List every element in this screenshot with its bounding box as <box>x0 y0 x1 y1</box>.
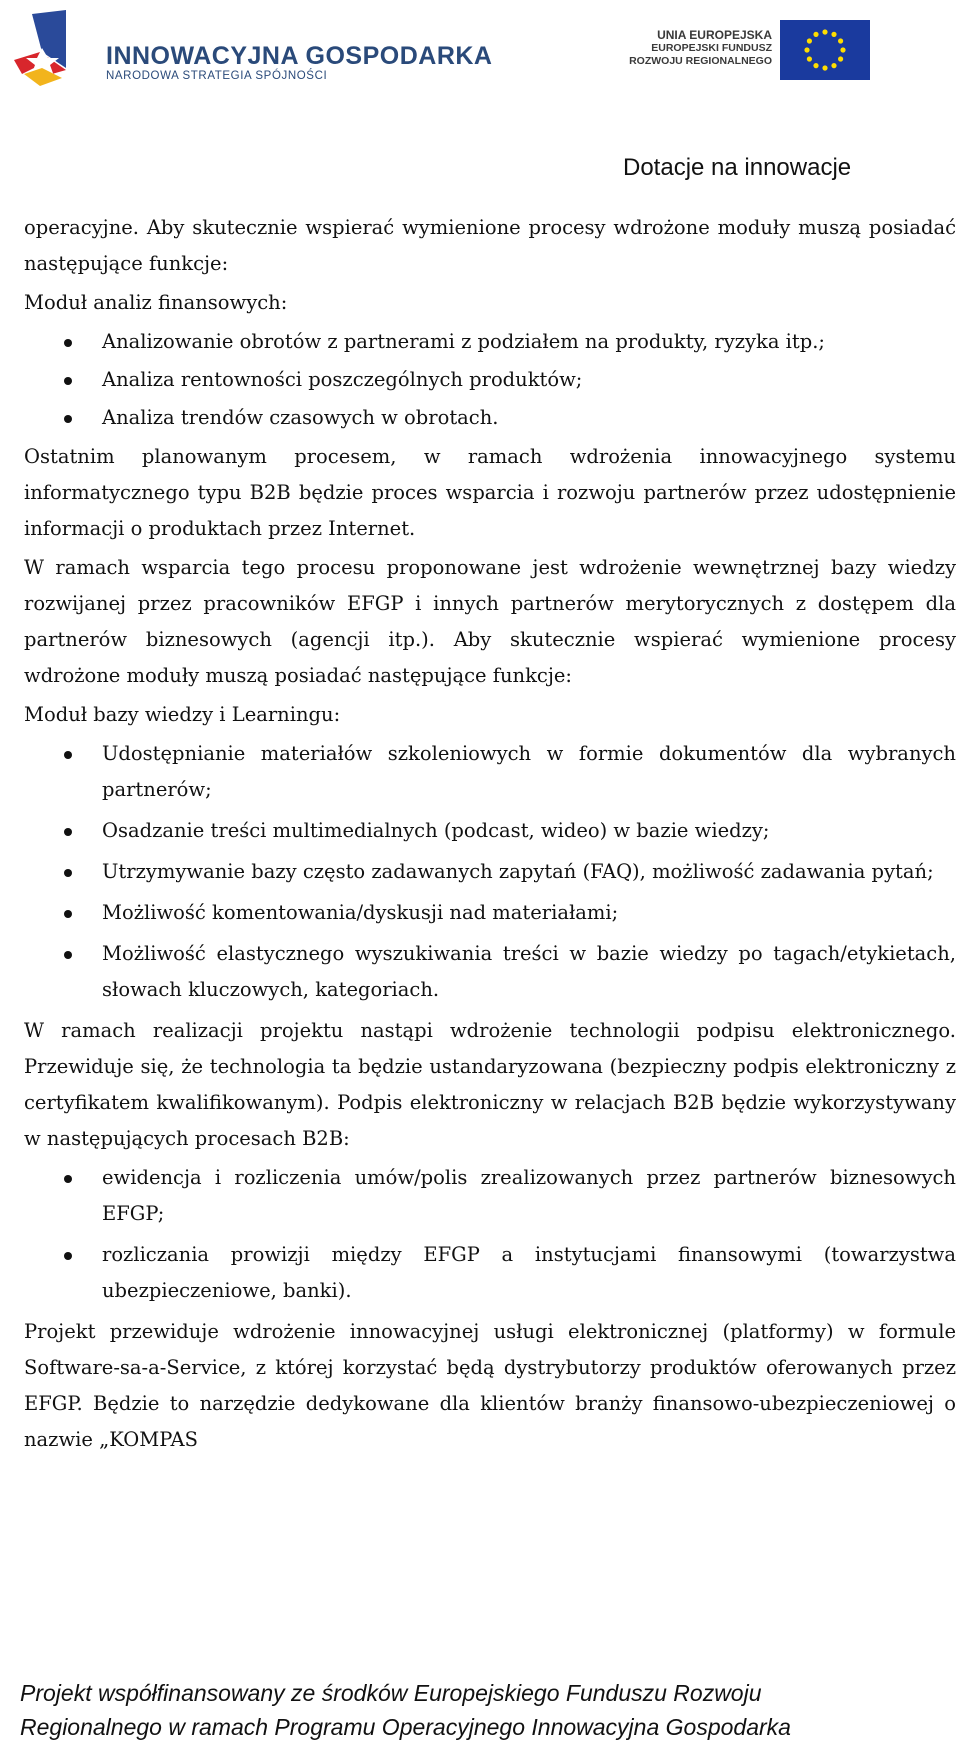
section-label: Moduł analiz finansowych: <box>24 291 288 314</box>
list-item <box>24 1237 956 1309</box>
paragraph: W ramach wsparcia tego procesu proponowane jest wdrożenie wewnętrznej bazy wiedzy rozwijanej przez pracowników EFGP i innych partnerów merytorycznych z dostępem dla partnerów biznesowych (agencji itp.). Aby skutecznie wspierać wymienione procesy wdrożone moduły muszą posiadać następujące funkcje: <box>24 556 956 687</box>
list-item-text: Możliwość komentowania/dyskusji nad materiałami; <box>102 901 619 924</box>
list-item <box>24 936 956 1008</box>
list-item <box>24 324 956 360</box>
eu-line-1: UNIA EUROPEJSKA <box>657 28 772 42</box>
eu-line-3: ROZWOJU REGIONALNEGO <box>629 55 772 67</box>
paragraph: operacyjne. Aby skutecznie wspierać wymienione procesy wdrożone moduły muszą posiadać następujące funkcje: <box>24 216 956 275</box>
bullet-icon <box>64 415 72 423</box>
list-item-text: Udostępnianie materiałów szkoleniowych w formie dokumentów dla wybranych partnerów; <box>102 742 956 801</box>
list-item <box>24 854 956 890</box>
innowacyjna-gospodarka-logo <box>12 8 493 88</box>
list-item <box>24 736 956 808</box>
footer-line-1: Projekt współfinansowany ze środków Europejskiego Funduszu Rozwoju <box>20 1680 762 1706</box>
logo-subtitle: NARODOWA STRATEGIA SPÓJNOŚCI <box>106 70 328 82</box>
eu-line-2: EUROPEJSKI FUNDUSZ <box>651 42 772 54</box>
list-item-text: rozliczania prowizji między EFGP a instytucjami finansowymi (towarzystwa ubezpieczeniowe, banki). <box>102 1243 956 1302</box>
document-body <box>24 210 956 1461</box>
eu-logo <box>612 14 882 84</box>
bullet-icon <box>64 910 72 918</box>
list-item-text: Utrzymywanie bazy często zadawanych zapytań (FAQ), możliwość zadawania pytań; <box>102 860 934 883</box>
bullet-icon <box>64 951 72 959</box>
paragraph: Ostatnim planowanym procesem, w ramach wdrożenia innowacyjnego systemu informatycznego typu B2B będzie proces wsparcia i rozwoju partnerów przez udostępnienie informacji o produktach przez Internet. <box>24 445 956 540</box>
bullet-icon <box>64 751 72 759</box>
bullet-list <box>24 324 956 436</box>
bullet-list <box>24 736 956 1008</box>
list-item-text: ewidencja i rozliczenia umów/polis zrealizowanych przez partnerów biznesowych EFGP; <box>102 1166 956 1225</box>
list-item <box>24 1160 956 1232</box>
bullet-icon <box>64 1175 72 1183</box>
logo-emblem-icon <box>12 8 92 88</box>
eu-logo-text <box>612 28 772 68</box>
bullet-icon <box>64 869 72 877</box>
page-footer <box>20 1676 940 1744</box>
list-item-text: Analiza trendów czasowych w obrotach. <box>102 406 499 429</box>
bullet-icon <box>64 828 72 836</box>
list-item-text: Analiza rentowności poszczególnych produktów; <box>102 368 583 391</box>
list-item-text: Analizowanie obrotów z partnerami z podziałem na produkty, ryzyka itp.; <box>102 330 825 353</box>
page-header <box>0 0 960 110</box>
eu-flag-icon <box>780 20 870 80</box>
list-item <box>24 895 956 931</box>
bullet-icon <box>64 1252 72 1260</box>
list-item-text: Możliwość elastycznego wyszukiwania treści w bazie wiedzy po tagach/etykietach, słowach kluczowych, kategoriach. <box>102 942 956 1001</box>
footer-line-2: Regionalnego w ramach Programu Operacyjnego Innowacyjna Gospodarka <box>20 1714 791 1740</box>
list-item-text: Osadzanie treści multimedialnych (podcast, wideo) w bazie wiedzy; <box>102 819 770 842</box>
section-label: Moduł bazy wiedzy i Learningu: <box>24 703 341 726</box>
list-item <box>24 362 956 398</box>
bullet-icon <box>64 339 72 347</box>
list-item <box>24 813 956 849</box>
paragraph: W ramach realizacji projektu nastąpi wdrożenie technologii podpisu elektronicznego. Przewiduje się, że technologia ta będzie ustandaryzowana (bezpieczny podpis elektroniczny z certyfikatem kwalifikowanym). Podpis elektroniczny w relacjach B2B będzie wykorzystywany w następujących procesach B2B: <box>24 1019 956 1150</box>
logo-title: INNOWACYJNA GOSPODARKA <box>106 42 493 70</box>
list-item <box>24 400 956 436</box>
running-header-title: Dotacje na innowacje <box>623 154 852 181</box>
bullet-list <box>24 1160 956 1309</box>
paragraph: Projekt przewiduje wdrożenie innowacyjnej usługi elektronicznej (platformy) w formule Software-sa-a-Service, z której korzystać będą dystrybutorzy produktów oferowanych przez EFGP. Będzie to narzędzie dedykowane dla klientów branży finansowo-ubezpieczeniowej o nazwie „KOMPAS <box>24 1320 956 1451</box>
bullet-icon <box>64 377 72 385</box>
